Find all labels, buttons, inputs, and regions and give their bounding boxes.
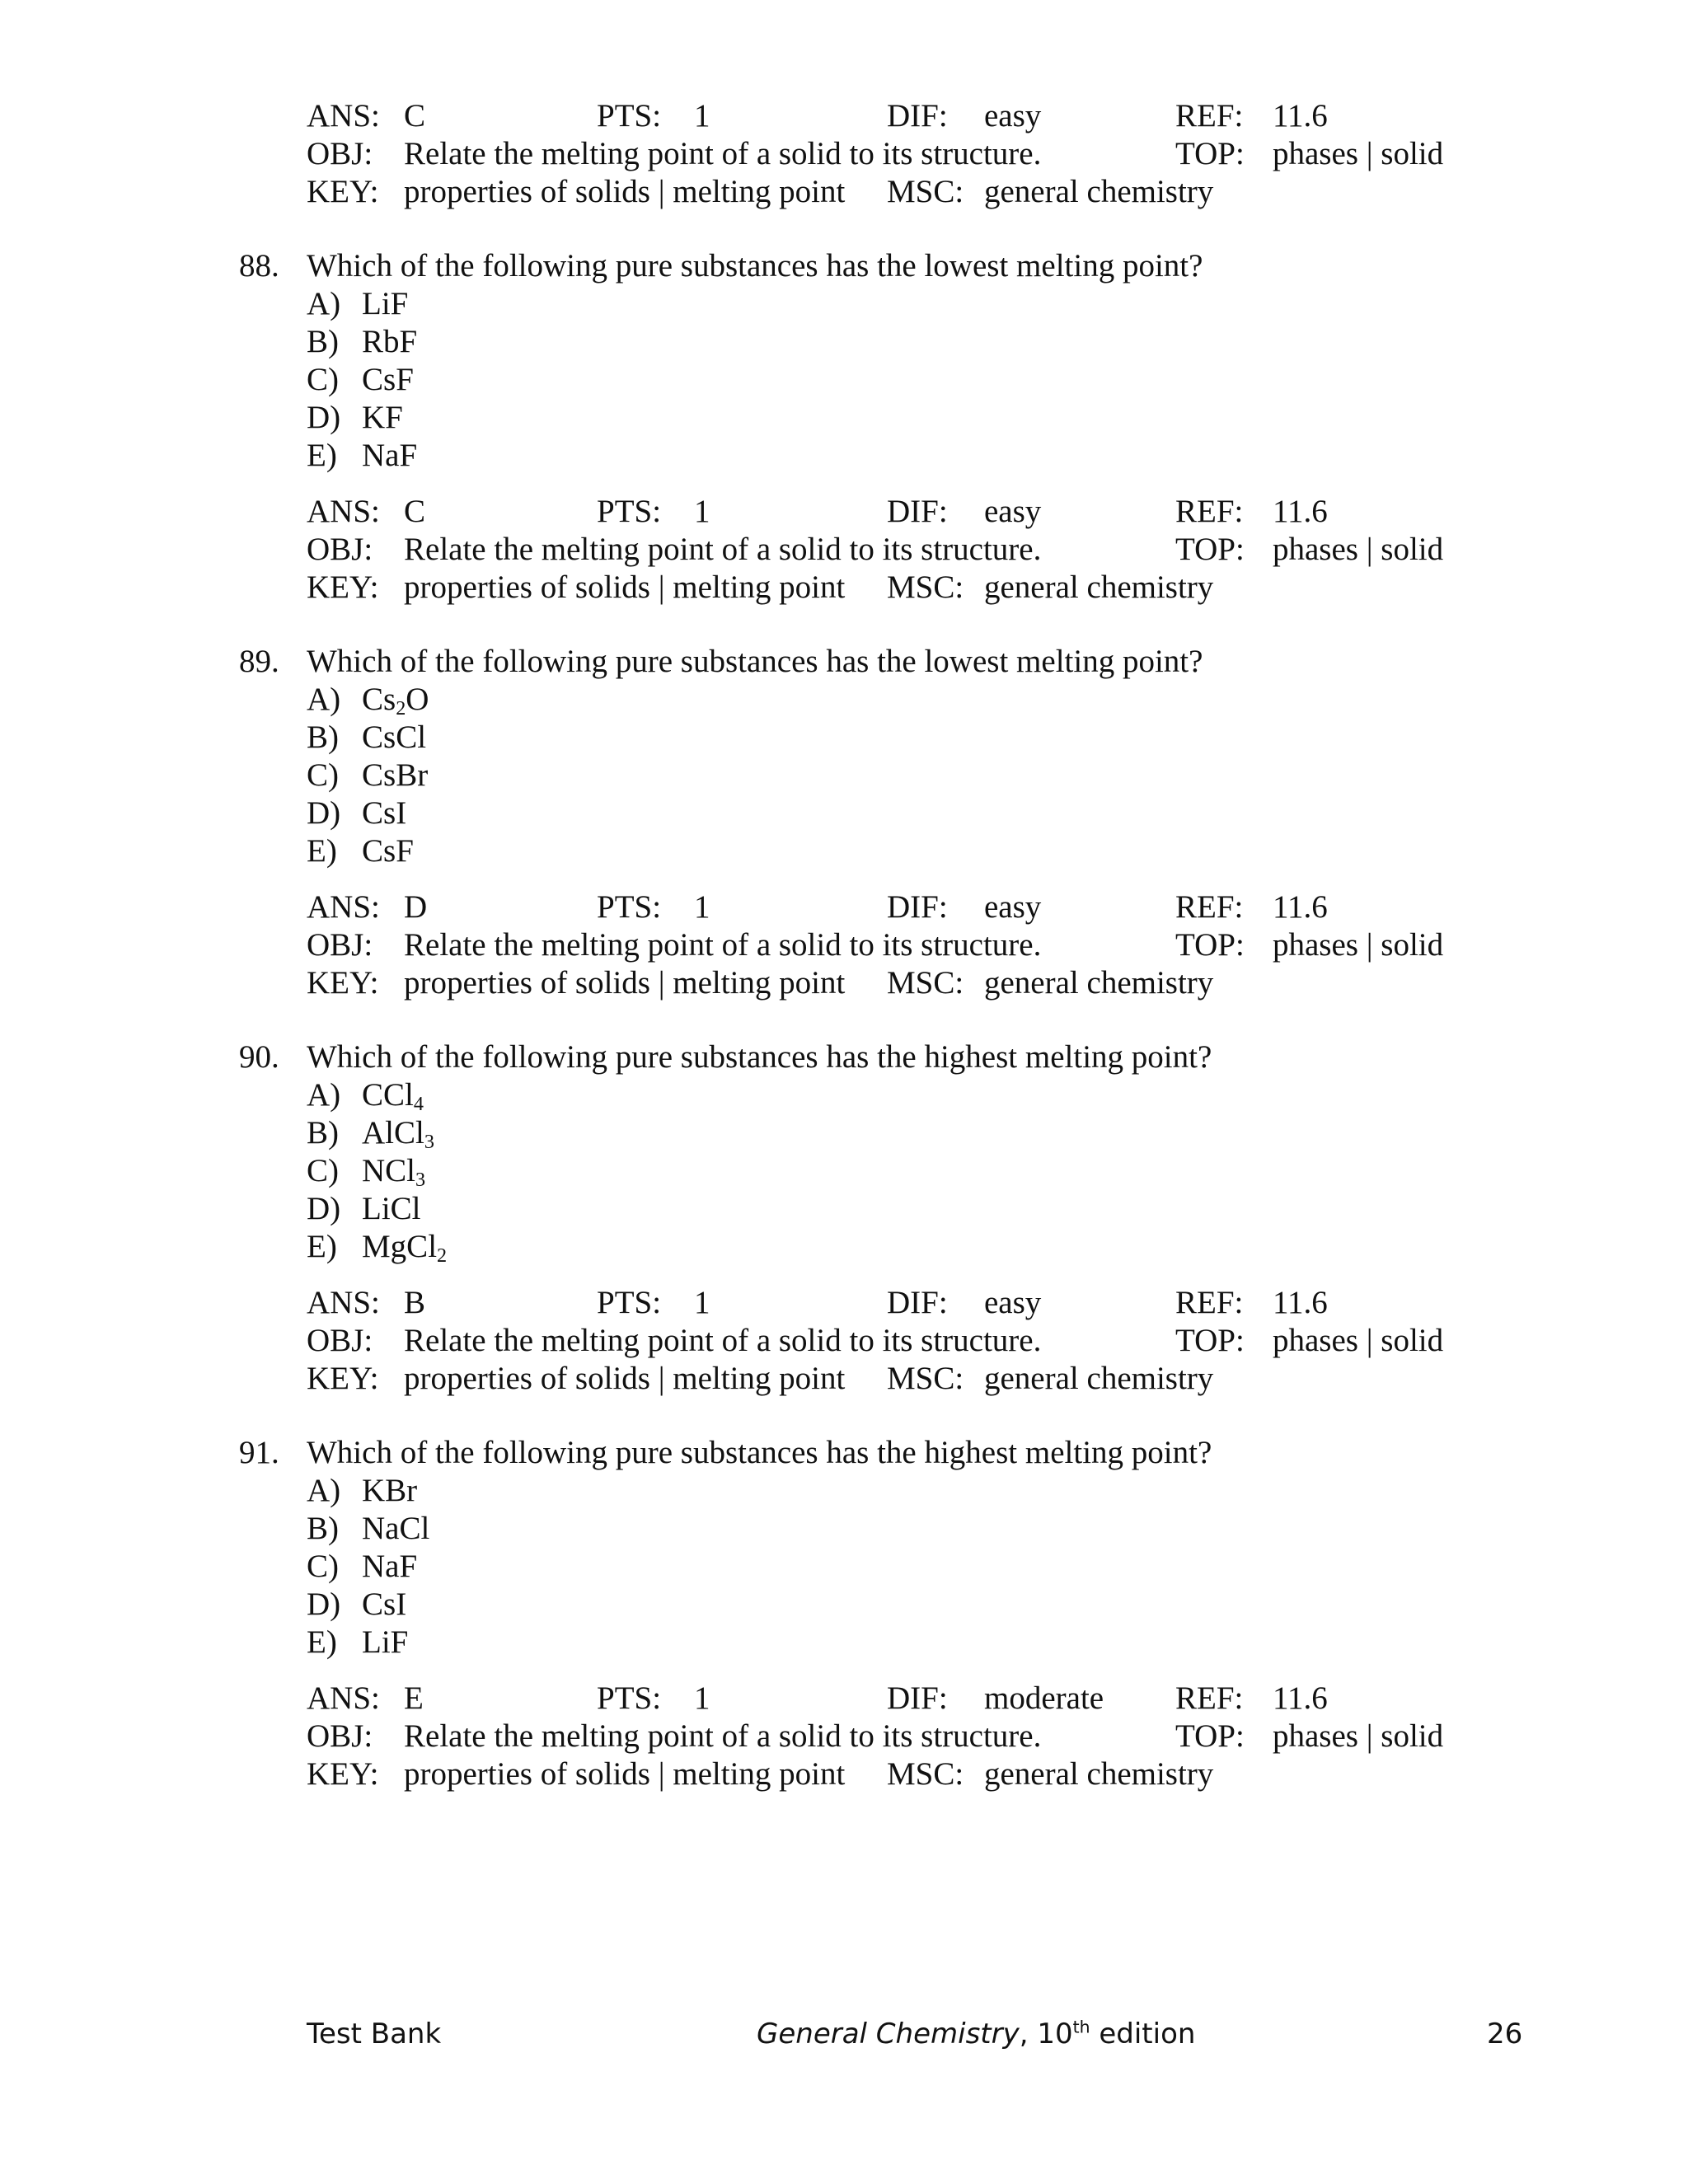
metadata-row-obj [307,135,1477,173]
formula-text: LiCl [362,1191,421,1226]
option-letter: D) [307,1586,341,1622]
dif-label: DIF: [887,889,948,925]
option-formula [362,1624,408,1661]
formula-text: NaCl [362,1511,430,1546]
formula-text: KF [362,400,403,435]
answer-option [239,719,1475,757]
option-letter: D) [307,795,341,831]
reference-value: 11.6 [1273,494,1328,529]
option-formula [362,757,428,794]
answer-metadata-block [307,97,1477,211]
dif-label: DIF: [887,98,948,134]
option-letter: A) [307,682,341,717]
ref-label: REF: [1175,1680,1244,1716]
question-stem [239,1038,1475,1076]
option-letter: D) [307,1191,341,1226]
top-label: TOP: [1175,136,1245,171]
key-label: KEY: [307,1756,379,1792]
formula-text: LiF [362,286,409,321]
option-letter: C) [307,1549,339,1584]
obj-label: OBJ: [307,532,373,567]
pts-label: PTS: [597,494,662,529]
formula-text: CsI [362,795,407,831]
metadata-row-obj [307,1322,1477,1360]
keywords-value: properties of solids | melting point [404,569,846,605]
option-letter: C) [307,757,339,793]
answer-option [239,1190,1475,1228]
formula-text: CsF [362,833,414,869]
footer-title-edition-number: , 10 [1019,2018,1073,2050]
formula-text: KBr [362,1473,418,1508]
difficulty-value: easy [984,889,1042,925]
objective-value: Relate the melting point of a solid to its structure. [404,927,1042,963]
top-label: TOP: [1175,1718,1245,1754]
option-formula [362,719,426,757]
answer-option [239,323,1475,361]
obj-label: OBJ: [307,927,373,963]
ref-label: REF: [1175,494,1244,529]
formula-text: NaF [362,1549,418,1584]
answer-option [239,1586,1475,1624]
formula-text: LiF [362,1624,409,1660]
option-formula [362,1114,434,1152]
answer-value: C [404,494,426,529]
answer-option [239,681,1475,719]
ans-label: ANS: [307,889,380,925]
topic-value: phases | solid [1273,136,1444,171]
formula-text: NCl [362,1153,416,1188]
ref-label: REF: [1175,98,1244,134]
pts-label: PTS: [597,98,662,134]
reference-value: 11.6 [1273,1680,1328,1716]
option-formula [362,1228,447,1266]
metadata-row-ans [307,493,1477,531]
points-value: 1 [694,889,710,925]
difficulty-value: easy [984,1285,1042,1320]
option-letter: E) [307,1229,337,1264]
option-formula [362,323,417,361]
formula-subscript: 2 [396,697,406,720]
formula-subscript: 3 [415,1169,426,1192]
top-label: TOP: [1175,532,1245,567]
question-number: 88. [239,248,279,284]
option-letter: B) [307,719,339,755]
dif-label: DIF: [887,1680,948,1716]
question-text: Which of the following pure substances has the lowest melting point? [307,644,1203,679]
option-letter: B) [307,1511,339,1546]
objective-value: Relate the melting point of a solid to its structure. [404,532,1042,567]
question-item [239,1038,1475,1266]
keywords-value: properties of solids | melting point [404,1756,846,1792]
option-formula [362,399,403,437]
option-formula [362,794,406,832]
question-item [239,643,1475,870]
answer-option [239,1228,1475,1266]
obj-label: OBJ: [307,136,373,171]
pts-label: PTS: [597,1285,662,1320]
metadata-row-ans [307,888,1477,926]
metadata-row-key [307,1755,1477,1793]
reference-value: 11.6 [1273,98,1328,134]
footer-book-title [757,2016,1195,2052]
ans-label: ANS: [307,98,380,134]
option-letter: D) [307,400,341,435]
answer-option [239,399,1475,437]
formula-text: RbF [362,324,418,359]
formula-text: CCl [362,1077,414,1113]
topic-value: phases | solid [1273,927,1444,963]
answer-value: B [404,1285,426,1320]
keywords-value: properties of solids | melting point [404,1361,846,1396]
option-letter: A) [307,1077,341,1113]
ref-label: REF: [1175,1285,1244,1320]
answer-metadata-block [307,1284,1477,1398]
formula-subscript: 4 [413,1093,424,1116]
msc-label: MSC: [887,965,964,1001]
option-letter: B) [307,324,339,359]
metadata-row-ans [307,1680,1477,1718]
keywords-value: properties of solids | melting point [404,174,846,209]
misc-value: general chemistry [984,569,1214,605]
answer-option [239,1076,1475,1114]
metadata-row-obj [307,926,1477,964]
formula-text: CsCl [362,719,427,755]
option-formula [362,681,429,719]
metadata-row-key [307,569,1477,607]
question-stem [239,247,1475,285]
dif-label: DIF: [887,1285,948,1320]
reference-value: 11.6 [1273,1285,1328,1320]
top-label: TOP: [1175,927,1245,963]
msc-label: MSC: [887,174,964,209]
option-letter: E) [307,833,337,869]
answer-option [239,361,1475,399]
points-value: 1 [694,494,710,529]
footer-title-italic: General Chemistry [757,2018,1020,2050]
answer-option [239,1472,1475,1510]
misc-value: general chemistry [984,965,1214,1001]
topic-value: phases | solid [1273,1718,1444,1754]
formula-text: Cs [362,682,396,717]
pts-label: PTS: [597,889,662,925]
answer-option [239,1548,1475,1586]
question-number: 90. [239,1039,279,1075]
option-formula [362,437,417,475]
pts-label: PTS: [597,1680,662,1716]
answer-option [239,832,1475,870]
difficulty-value: easy [984,494,1042,529]
msc-label: MSC: [887,569,964,605]
question-item [239,1434,1475,1661]
answer-option [239,437,1475,475]
footer-left-text: Test Bank [307,2018,442,2050]
answer-value: D [404,889,428,925]
answer-option [239,1114,1475,1152]
formula-text: O [406,682,429,717]
msc-label: MSC: [887,1756,964,1792]
key-label: KEY: [307,569,379,605]
question-text: Which of the following pure substances has the highest melting point? [307,1435,1212,1470]
reference-value: 11.6 [1273,889,1328,925]
answer-option [239,1624,1475,1661]
topic-value: phases | solid [1273,532,1444,567]
formula-text: MgCl [362,1229,438,1264]
metadata-row-key [307,1360,1477,1398]
difficulty-value: easy [984,98,1042,134]
question-stem [239,1434,1475,1472]
option-letter: B) [307,1115,339,1151]
misc-value: general chemistry [984,1361,1214,1396]
answer-option [239,794,1475,832]
option-formula [362,832,414,870]
page-number: 26 [1487,2018,1523,2050]
metadata-row-key [307,964,1477,1002]
key-label: KEY: [307,1361,379,1396]
answer-option [239,1510,1475,1548]
metadata-row-key [307,173,1477,211]
ans-label: ANS: [307,494,380,529]
points-value: 1 [694,98,710,134]
answer-option [239,1152,1475,1190]
metadata-row-ans [307,97,1477,135]
formula-text: AlCl [362,1115,424,1151]
metadata-row-obj [307,1718,1477,1755]
dif-label: DIF: [887,494,948,529]
option-formula [362,1076,424,1114]
option-letter: C) [307,362,339,397]
question-text: Which of the following pure substances has the lowest melting point? [307,248,1203,284]
option-formula [362,1548,417,1586]
objective-value: Relate the melting point of a solid to its structure. [404,136,1042,171]
option-formula [362,1152,425,1190]
option-formula [362,361,414,399]
metadata-row-obj [307,531,1477,569]
answer-metadata-block [307,888,1477,1002]
top-label: TOP: [1175,1323,1245,1358]
question-number: 89. [239,644,279,679]
formula-text: CsBr [362,757,429,793]
formula-text: NaF [362,438,418,473]
option-letter: C) [307,1153,339,1188]
objective-value: Relate the melting point of a solid to its structure. [404,1323,1042,1358]
keywords-value: properties of solids | melting point [404,965,846,1001]
option-formula [362,1586,406,1624]
ref-label: REF: [1175,889,1244,925]
question-text: Which of the following pure substances has the highest melting point? [307,1039,1212,1075]
points-value: 1 [694,1285,710,1320]
answer-value: C [404,98,426,134]
footer-title-edition-word: edition [1090,2018,1196,2050]
option-formula [362,285,408,323]
answer-option [239,757,1475,794]
key-label: KEY: [307,174,379,209]
ans-label: ANS: [307,1680,380,1716]
option-letter: A) [307,1473,341,1508]
difficulty-value: moderate [984,1680,1104,1716]
points-value: 1 [694,1680,710,1716]
misc-value: general chemistry [984,174,1214,209]
footer-title-superscript: th [1072,2017,1090,2037]
topic-value: phases | solid [1273,1323,1444,1358]
option-letter: A) [307,286,341,321]
question-item [239,247,1475,475]
obj-label: OBJ: [307,1718,373,1754]
ans-label: ANS: [307,1285,380,1320]
option-letter: E) [307,438,337,473]
option-formula [362,1510,429,1548]
question-stem [239,643,1475,681]
answer-value: E [404,1680,424,1716]
objective-value: Relate the melting point of a solid to its structure. [404,1718,1042,1754]
msc-label: MSC: [887,1361,964,1396]
formula-text: CsF [362,362,414,397]
formula-text: CsI [362,1586,407,1622]
answer-option [239,285,1475,323]
obj-label: OBJ: [307,1323,373,1358]
formula-subscript: 3 [424,1131,434,1154]
answer-metadata-block [307,493,1477,607]
option-letter: E) [307,1624,337,1660]
metadata-row-ans [307,1284,1477,1322]
key-label: KEY: [307,965,379,1001]
answer-metadata-block [307,1680,1477,1793]
option-formula [362,1472,417,1510]
option-formula [362,1190,421,1228]
formula-subscript: 2 [437,1244,448,1268]
question-number: 91. [239,1435,279,1470]
misc-value: general chemistry [984,1756,1214,1792]
